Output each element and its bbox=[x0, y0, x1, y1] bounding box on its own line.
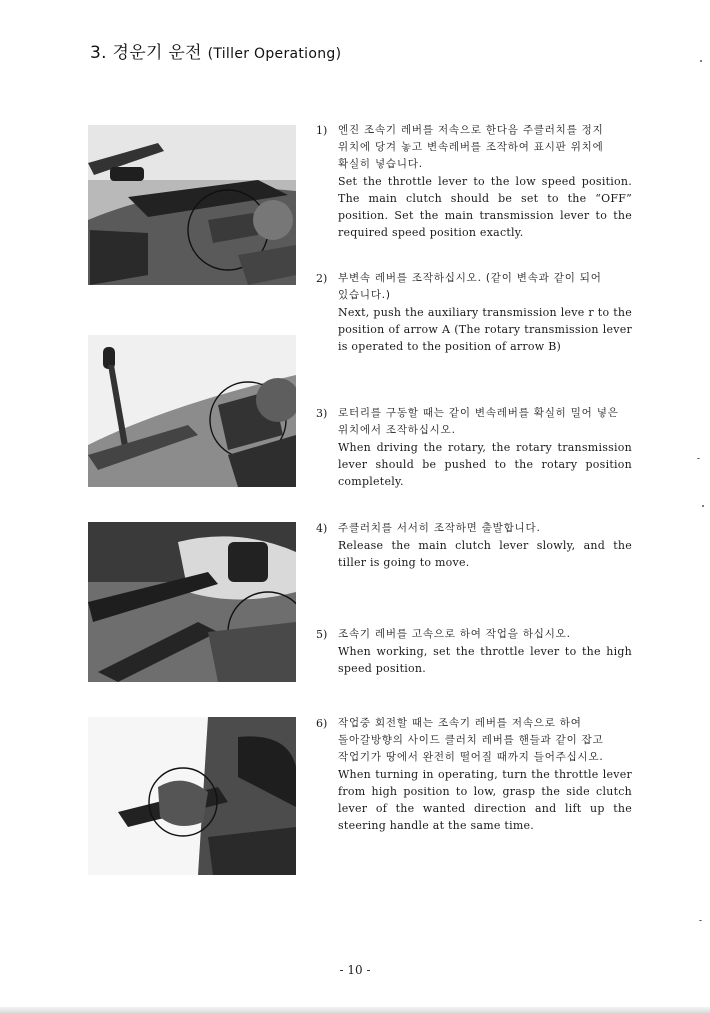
step-text-korean: 엔진 조속기 레버를 저속으로 한다음 주클러치를 정지 위치에 당겨 놓고 변속레버를 조작하여 표시판 위치에 확실히 넣습니다. bbox=[338, 124, 604, 170]
step-text-korean: 작업중 회전할 때는 조속기 레버를 저속으로 하여 돌아갈방향의 사이드 클러치 레버를 핸들과 같이 잡고 작업기가 땅에서 완전히 떨어질 때까지 들어주십시오. bbox=[338, 717, 604, 763]
step-text-english: Release the main clutch lever slowly, and the tiller is going to move. bbox=[338, 539, 632, 569]
scan-speck bbox=[700, 60, 702, 62]
step-6 bbox=[316, 715, 632, 834]
step-number: 4) bbox=[316, 522, 328, 535]
photo-throttle-lever bbox=[88, 125, 296, 285]
step-text-korean: 주클러치를 서서히 조작하면 출발합니다. bbox=[338, 522, 541, 534]
step-number: 2) bbox=[316, 272, 328, 285]
page-title-english: (Tiller Operationg) bbox=[207, 46, 342, 62]
step-text-english: When working, set the throttle lever to the high speed position. bbox=[338, 645, 632, 675]
scan-speck bbox=[702, 505, 704, 507]
page-title bbox=[90, 38, 341, 63]
step-3 bbox=[316, 405, 632, 490]
step-text-korean: 부변속 레버를 조작하십시오. (같이 변속과 같이 되어 있습니다.) bbox=[338, 272, 602, 301]
photo-auxiliary-lever bbox=[88, 335, 296, 487]
step-text-korean: 조속기 레버를 고속으로 하여 작업을 하십시오. bbox=[338, 628, 571, 640]
photo-main-clutch bbox=[88, 522, 296, 682]
scan-speck bbox=[699, 920, 702, 921]
scan-speck bbox=[697, 458, 700, 459]
photo-side-clutch bbox=[88, 717, 296, 875]
step-text-english: Next, push the auxiliary transmission leve r to the position of arrow A (The rotary transmission lever is operated to the position of arrow B) bbox=[338, 306, 632, 353]
step-number: 3) bbox=[316, 407, 328, 420]
step-text-english: When driving the rotary, the rotary transmission lever should be pushed to the rotary position completely. bbox=[338, 441, 632, 488]
step-4 bbox=[316, 520, 632, 571]
page-title-korean: 3. 경운기 운전 bbox=[90, 43, 202, 63]
step-1 bbox=[316, 122, 632, 241]
step-2 bbox=[316, 270, 632, 355]
step-number: 1) bbox=[316, 124, 328, 137]
step-text-korean: 로터리를 구동할 때는 같이 변속레버를 확실히 밀어 넣은 위치에서 조작하십시오. bbox=[338, 407, 619, 436]
step-number: 5) bbox=[316, 628, 328, 641]
page-number: - 10 - bbox=[339, 963, 371, 977]
step-text-english: When turning in operating, turn the throttle lever from high position to low, grasp the side clutch lever of the wanted direction and lift up the steering handle at the same time. bbox=[338, 768, 632, 832]
step-text-english: Set the throttle lever to the low speed position. The main clutch should be set to the “OFF” position. Set the main transmission lever to the required speed position exactly. bbox=[338, 175, 632, 239]
page-edge bbox=[0, 1007, 710, 1013]
step-5 bbox=[316, 626, 632, 677]
step-number: 6) bbox=[316, 717, 328, 730]
